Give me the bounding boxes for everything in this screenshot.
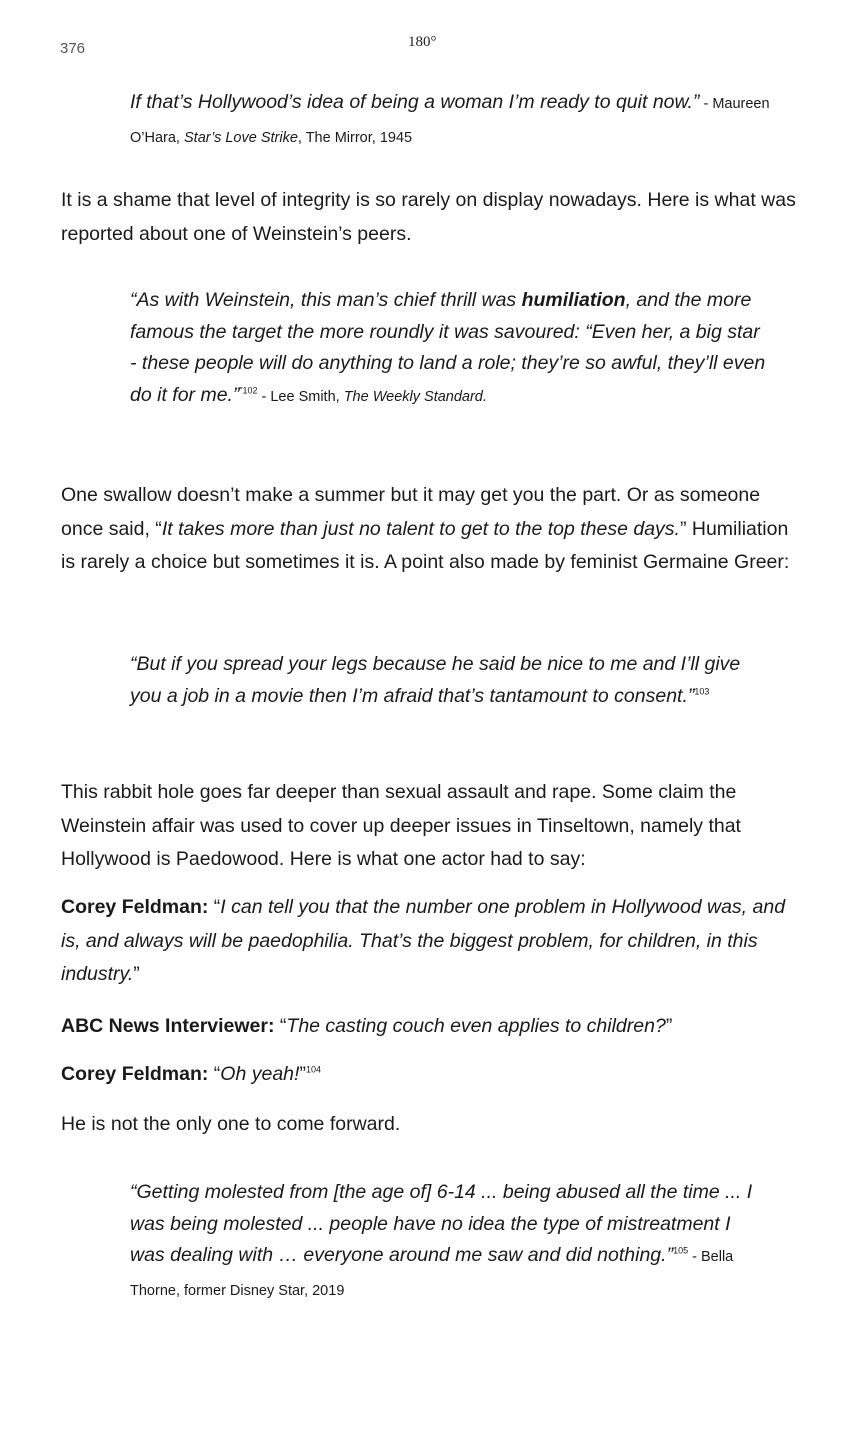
dialogue-feldman-2: Corey Feldman: “Oh yeah!”$^{104}$ (61, 1063, 321, 1085)
paragraph-rabbit-hole: This rabbit hole goes far deeper than sexual assault and rape. Some claim the Weinstein affair was used to cover up deeper issues in Tinseltown, namely that Hollywood is Paedowood. Here is what one actor had to say: (61, 781, 741, 870)
footnote-ref: 104 (305, 1064, 321, 1075)
speaker-name: Corey Feldman: (61, 896, 209, 918)
dialogue-interviewer: ABC News Interviewer: “The casting couch even applies to children?” (61, 1015, 673, 1037)
quote-attribution: - Lee Smith, The Weekly Standard. (257, 388, 487, 405)
italic-quote: It takes more than just no talent to get to the top these days. (161, 517, 680, 540)
quote-greer: “But if you spread your legs because he said be nice to me and I’ll give you a job in a movie then I’m afraid that’s tantamount to consent.”$^{103}$ (130, 653, 741, 707)
paragraph-integrity: It is a shame that level of integrity is so rarely on display nowadays. Here is what was reported about one of Weinstein’s peers. (61, 189, 796, 245)
footnote-ref: 103 (694, 686, 710, 696)
speaker-name: ABC News Interviewer: (61, 1015, 275, 1037)
running-head: 180° (408, 34, 437, 50)
quote-attribution: - Maureen O’Hara, Star’s Love Strike, The Mirror, 1945 (130, 96, 770, 146)
footnote-ref: ”102 (239, 385, 258, 395)
quote-attribution: - Bella Thorne, former Disney Star, 2019 (130, 1249, 734, 1299)
quote-thorne: “Getting molested from [the age of] 6-14 ... being abused all the time ... I was being molested ... people have no idea the type of mistreatment I was dealing with … everyone around me saw and did nothing.”$^{105}$ - Bella Thorne, former Disney Star, 2019 (130, 1181, 753, 1299)
quote-ohara (130, 87, 770, 154)
speaker-name: Corey Feldman: (61, 1063, 209, 1085)
quote-weinstein-peer: “As with Weinstein, this man’s chief thrill was humiliation, and the more famous the target the more roundly it was savoured: “Even her, a big star - these people will do anything to land a role; they’re so awful, they’ll even do it for me.”$^{”102}$ - Lee Smith, The Weekly Standard. (130, 289, 766, 406)
bold-humiliation: humiliation (521, 289, 626, 311)
paragraph-swallow: One swallow doesn’t make a summer but it may get you the part. Or as someone once said, “It takes more than just no talent to get to the top these days.” Humiliation is rarely a choice but sometimes it is. A point also made by feminist Germaine Greer: (61, 484, 790, 573)
page-number: 376 (60, 40, 86, 57)
dialogue-feldman-1: Corey Feldman: “I can tell you that the number one problem in Hollywood was, and is, and always will be paedophilia. That’s the biggest problem, for children, in this industry.” (61, 896, 786, 985)
paragraph-not-only: He is not the only one to come forward. (61, 1113, 401, 1135)
quote-text: If that’s Hollywood’s idea of being a woman I’m ready to quit now.” (130, 91, 700, 113)
footnote-ref: 105 (673, 1245, 689, 1256)
